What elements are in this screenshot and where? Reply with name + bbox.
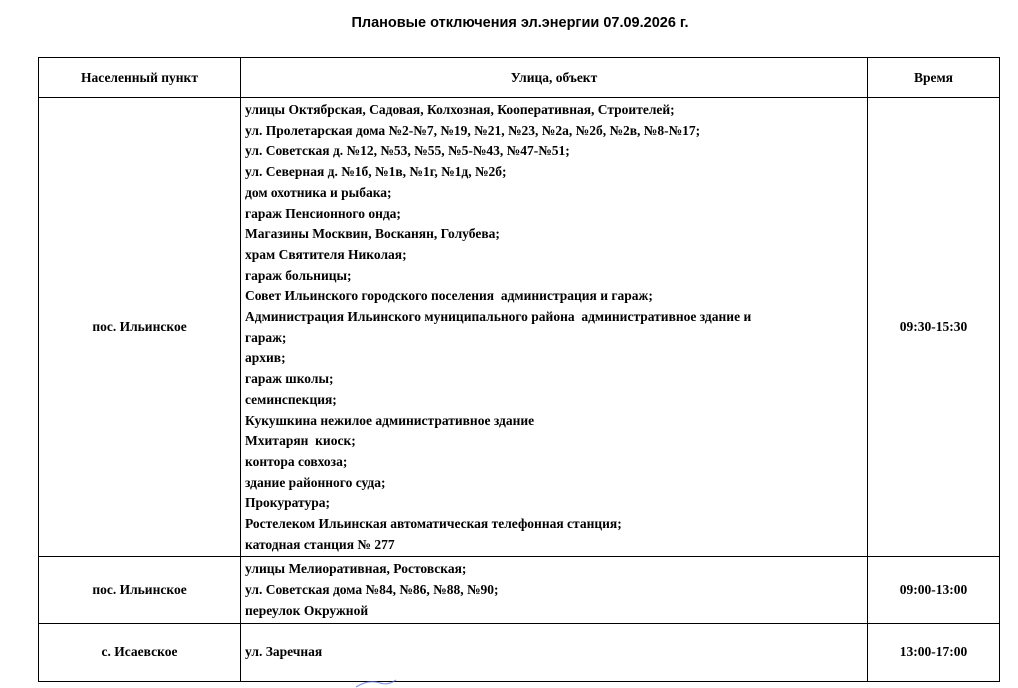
locality-cell: с. Исаевское [39, 623, 241, 681]
table-row [39, 557, 1000, 623]
time-cell: 09:00-13:00 [868, 557, 1000, 623]
locality-cell: пос. Ильинское [39, 557, 241, 623]
document-title: Плановые отключения эл.энергии 07.09.2026 г. [351, 15, 689, 31]
table-row [39, 98, 1000, 557]
street-object-line: улицы Мелиоративная, Ростовская; [245, 561, 467, 577]
street-object-line: гараж больницы; [245, 267, 352, 283]
street-object-cell [241, 623, 868, 681]
street-object-line: семинспекция; [245, 391, 337, 407]
table-row [39, 623, 1000, 681]
header-row [39, 58, 1000, 98]
street-object-cell [241, 557, 868, 623]
outage-table [38, 57, 1000, 682]
street-object-line: ул. Северная д. №1б, №1в, №1г, №1д, №2б; [245, 164, 507, 180]
street-object-line: переулок Окружной [245, 602, 369, 618]
street-object-line: Магазины Москвин, Восканян, Голубева; [245, 226, 500, 242]
street-object-line: здание районного суда; [245, 474, 386, 490]
street-object-line: Кукушкина нежилое административное здание [245, 412, 535, 428]
street-object-line: ул. Советская дома №84, №86, №88, №90; [245, 582, 499, 598]
street-object-line: Прокуратура; [245, 495, 330, 511]
header-locality: Населенный пункт [39, 58, 241, 98]
street-object-line: дом охотника и рыбака; [245, 184, 392, 200]
street-object-line: Совет Ильинского городского поселения администрация и гараж; [245, 288, 653, 304]
street-object-line: Мхитарян киоск; [245, 433, 356, 449]
stamp-mark [354, 678, 398, 688]
street-object-line: ул. Пролетарская дома №2-№7, №19, №21, №23, №2а, №2б, №2в, №8-№17; [245, 122, 701, 138]
locality-cell: пос. Ильинское [39, 98, 241, 557]
street-object-line: ул. Советская д. №12, №53, №55, №5-№43, №47-№51; [245, 143, 570, 159]
street-object-line: ул. Заречная [245, 644, 323, 660]
street-object-line: Администрация Ильинского муниципального района административное здание и [245, 309, 752, 325]
street-object-line: архив; [245, 350, 286, 366]
header-street: Улица, объект [241, 58, 868, 98]
header-time: Время [868, 58, 1000, 98]
street-object-cell [241, 98, 868, 557]
street-object-line: Ростелеком Ильинская автоматическая телефонная станция; [245, 516, 622, 532]
street-object-line: храм Святителя Николая; [245, 246, 407, 262]
street-object-line: улицы Октябрская, Садовая, Колхозная, Кооперативная, Строителей; [245, 102, 675, 117]
street-object-line: катодная станция № 277 [245, 536, 395, 552]
time-cell: 13:00-17:00 [868, 623, 1000, 681]
street-object-line: гараж Пенсионного онда; [245, 205, 401, 221]
street-object-line: гараж; [245, 329, 287, 345]
time-cell: 09:30-15:30 [868, 98, 1000, 557]
street-object-line: гараж школы; [245, 371, 334, 387]
street-object-line: контора совхоза; [245, 453, 348, 469]
